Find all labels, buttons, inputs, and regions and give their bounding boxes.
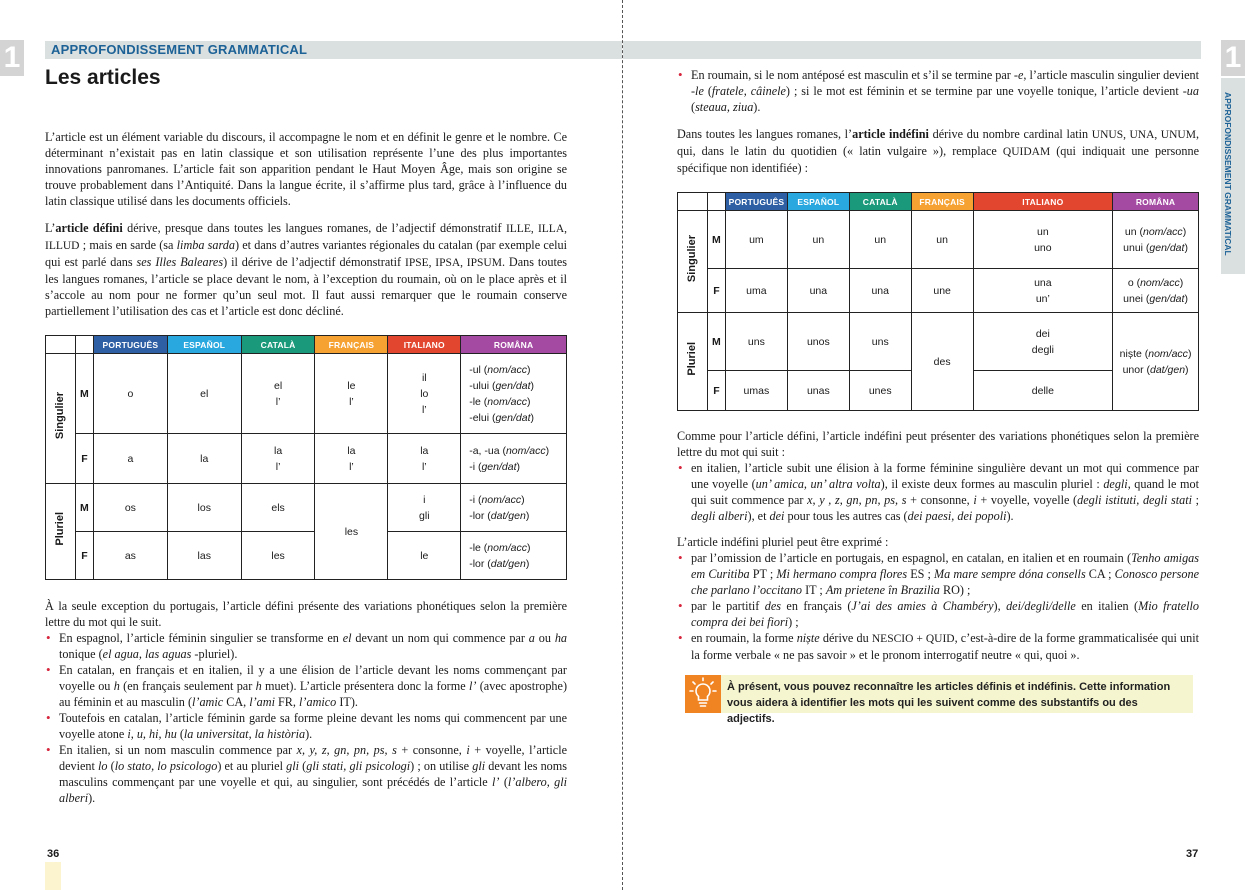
table-cell: le l’ (315, 354, 388, 434)
gender-label: F (707, 269, 725, 313)
list-item: • par l’omission de l’article en portugais, en espagnol, en catalan, en italien et en roumain (Tenho amigas em Curitiba PT ; Mi hermano compra flores ES ; Ma mare sempre dóna consells CA ; Conosco persone che parlano l’occitano IT ; Am prietene în Brazilia RO) ; (677, 550, 1199, 598)
col-header-catala: CATALÀ (849, 193, 911, 211)
gender-label: M (75, 484, 93, 532)
col-header-italiano: ITALIANO (973, 193, 1113, 211)
col-header-francais: FRANÇAIS (315, 336, 388, 354)
table-cell: uns (849, 313, 911, 371)
table-cell: as (93, 532, 167, 580)
table-cell: la l’ (388, 434, 461, 484)
indefinite-articles-table (677, 192, 1199, 411)
side-section-tab (1221, 78, 1245, 274)
table-cell: uns (725, 313, 787, 371)
table-cell: unes (849, 371, 911, 411)
right-page (623, 0, 1245, 890)
table-cell: un (nom/acc) unui (gen/dat) (1113, 211, 1199, 269)
plural-indefinite-list (677, 550, 1199, 663)
table-cell: los (167, 484, 241, 532)
col-header-espanol: ESPAÑOL (787, 193, 849, 211)
table-cell: niște (nom/acc) unor (dat/gen) (1113, 313, 1199, 411)
col-header-romana: ROMÂNA (1113, 193, 1199, 211)
table-cell: umas (725, 371, 787, 411)
table-cell: el (167, 354, 241, 434)
table-cell: els (241, 484, 315, 532)
row-group-plural: Pluriel (46, 484, 76, 580)
table-cell: un uno (973, 211, 1113, 269)
col-header-francais: FRANÇAIS (911, 193, 973, 211)
lightbulb-icon (685, 675, 721, 713)
table-row (46, 434, 567, 484)
table-cell: un (849, 211, 911, 269)
gender-label: F (75, 532, 93, 580)
table-cell: des (911, 313, 973, 411)
table-cell: um (725, 211, 787, 269)
tip-box (685, 675, 1193, 725)
table-cell: una (787, 269, 849, 313)
page-title: Les articles (45, 66, 161, 89)
list-item: • Toutefois en catalan, l’article féminin garde sa forme pleine devant les noms qui commencent par une voyelle atone i, u, hi, hu (la universitat, la història). (45, 710, 567, 742)
left-page (0, 0, 622, 890)
table-cell: unas (787, 371, 849, 411)
indefinite-variations-paragraph: Comme pour l’article défini, l’article indéfini peut présenter des variations phonétiques selon la première lettre du mot qui suit : (677, 429, 1199, 459)
indefinite-article-paragraph: Dans toutes les langues romanes, l’article indéfini dérive du nombre cardinal latin UNUS, UNA, UNUM, qui, dans le latin du quotidien (« latin vulgaire »), remplace QUIDAM (qui indiquait une personne spécifique non identifiée) : (677, 127, 1199, 175)
side-section-label: APPROFONDISSEMENT GRAMMATICAL (1223, 92, 1233, 256)
gender-label: M (75, 354, 93, 434)
definite-article-paragraph: L’article défini dérive, presque dans toutes les langues romanes, de l’adjectif démonstratif ILLE, ILLA, ILLUD ; mais en sarde (sa limba sarda) et dans d’autres variantes régionales du catalan (par exemple celui qui est parlé dans ses Illes Baleares) il dérive de l’adjectif démonstratif IPSE, IPSA, IPSUM. Dans toutes les langues romanes, l’article se place devant le nom, à l’exception du roumain, où on le place après et il s’accole au nom pour ne former qu’un seul mot. Il faut aussi remarquer que le roumain conserve partiellement l’utilisation des cas et l’article est donc décliné. (45, 221, 568, 318)
page-number: 36 (47, 848, 60, 860)
list-item: • par le partitif des en français (J’ai des amies à Chambéry), dei/degli/delle en italien (Mio fratello compra dei bei fiori) ; (677, 598, 1199, 630)
col-header-portugues: PORTUGUÊS (93, 336, 167, 354)
row-group-plural: Pluriel (678, 313, 708, 411)
table-row (46, 354, 567, 434)
table-row (678, 211, 1199, 269)
indefinite-variations-list (677, 460, 1199, 524)
plural-indefinite-paragraph: L’article indéfini pluriel peut être exprimé : (677, 535, 889, 549)
row-group-singular: Singulier (46, 354, 76, 484)
table-cell: la l’ (241, 434, 315, 484)
table-cell: -le (nom/acc) -lor (dat/gen) (461, 532, 567, 580)
table-cell: la (167, 434, 241, 484)
table-cell: les (315, 484, 388, 580)
col-header-portugues: PORTUGUÊS (725, 193, 787, 211)
gender-label: M (707, 313, 725, 371)
table-cell: o (nom/acc) unei (gen/dat) (1113, 269, 1199, 313)
tip-text: À présent, vous pouvez reconnaître les articles définis et indéfinis. Cette information vous aidera à identifier les mots qui les suivent comme des substantifs ou des adjectifs. (727, 681, 1171, 725)
col-header-romana: ROMÂNA (461, 336, 567, 354)
list-item: • en roumain, la forme niște dérive du NESCIO + QUID, c’est-à-dire de la forme grammaticalisée qui unit la forme verbale « ne pas savoir » et le pronom interrogatif neutre « qui, quoi ». (677, 630, 1199, 663)
table-cell: i gli (388, 484, 461, 532)
table-cell: delle (973, 371, 1113, 411)
table-cell: una un’ (973, 269, 1113, 313)
list-item: • En roumain, si le nom antéposé est masculin et s’il se termine par -e, l’article masculin singulier devient -le (fratele, câinele) ; si le mot est féminin et se termine par une voyelle tonique, l’article devient -ua (steaua, ziua). (677, 67, 1199, 115)
table-cell: -a, -ua (nom/acc) -i (gen/dat) (461, 434, 567, 484)
table-cell: las (167, 532, 241, 580)
intro-paragraph: L’article est un élément variable du discours, il accompagne le nom et en définit le genre et le nombre. Ce déterminant n’existait pas en latin classique et son utilisation représente l’une des plus importantes innovations panromanes. L’article fait son apparition pendant le Haut Moyen Âge, mais son origine se trouve probablement dans l’Antiquité. Dans la langue écrite, il s’affirme plus tard, grâce à l’influence du latin classique utilisé dans les documents officiels. (45, 130, 567, 208)
table-row (46, 484, 567, 532)
table-cell: le (388, 532, 461, 580)
table-row (678, 313, 1199, 371)
table-cell: -i (nom/acc) -lor (dat/gen) (461, 484, 567, 532)
table-cell: -ul (nom/acc) -ului (gen/dat) -le (nom/acc) -elui (gen/dat) (461, 354, 567, 434)
table-cell: uma (725, 269, 787, 313)
table-cell: o (93, 354, 167, 434)
table-cell: os (93, 484, 167, 532)
chapter-tab: 1 (0, 40, 24, 76)
romanian-note-list (677, 67, 1199, 115)
list-item: • En catalan, en français et en italien, il y a une élision de l’article devant les noms commençant par voyelle ou h (en français seulement par h muet). L’article présentera donc la forme l’ (avec apostrophe) au féminin et au masculin (l’amic CA, l’ami FR, l’amico IT). (45, 662, 567, 710)
table-cell: el l’ (241, 354, 315, 434)
table-cell: un (787, 211, 849, 269)
row-group-singular: Singulier (678, 211, 708, 313)
definite-articles-table (45, 335, 567, 580)
footer-strip (45, 862, 61, 890)
table-cell: a (93, 434, 167, 484)
section-label: APPROFONDISSEMENT GRAMMATICAL (51, 42, 308, 57)
gender-label: F (75, 434, 93, 484)
table-cell: la l’ (315, 434, 388, 484)
col-header-espanol: ESPAÑOL (167, 336, 241, 354)
table-cell: il lo l’ (388, 354, 461, 434)
table-cell: les (241, 532, 315, 580)
page-number: 37 (1186, 848, 1199, 860)
chapter-tab: 1 (1221, 40, 1245, 76)
table-cell: unos (787, 313, 849, 371)
table-cell: dei degli (973, 313, 1113, 371)
definite-variations-list (45, 630, 567, 806)
list-item: • En espagnol, l’article féminin singulier se transforme en el devant un nom qui commence par a ou ha tonique (el agua, las aguas -pluriel). (45, 630, 567, 662)
table-row (678, 269, 1199, 313)
table-cell: un (911, 211, 973, 269)
col-header-catala: CATALÀ (241, 336, 315, 354)
table-cell: une (911, 269, 973, 313)
table-cell: una (849, 269, 911, 313)
phonetic-variations-paragraph: À la seule exception du portugais, l’article défini présente des variations phonétiques selon la première lettre du mot qui le suit. (45, 599, 567, 629)
gender-label: F (707, 371, 725, 411)
table-row (46, 532, 567, 580)
col-header-italiano: ITALIANO (388, 336, 461, 354)
section-header-bar (623, 41, 1201, 59)
list-item: • en italien, l’article subit une élision à la forme féminine singulière devant un mot qui commence par une voyelle (un’ amica, un’ altra volta), il existe deux formes au masculin pluriel : degli, quand le mot qui suit commence par x, y , z, gn, pn, ps, s + consonne, i + voyelle, voyelle (degli istituti, degli stati ; degli alberi), et dei pour tous les autres cas (dei paesi, dei popoli). (677, 460, 1199, 524)
gender-label: M (707, 211, 725, 269)
section-header (45, 41, 622, 59)
list-item: • En italien, si un nom masculin commence par x, y, z, gn, pn, ps, s + consonne, i + voyelle, l’article devient lo (lo stato, lo psicologo) et au pluriel gli (gli stati, gli psicologi) ; on utilise gli devant les noms masculins commençant par une voyelle et qui, au singulier, sont précédés de l’article l’ (l’albero, gli alberi). (45, 742, 567, 806)
